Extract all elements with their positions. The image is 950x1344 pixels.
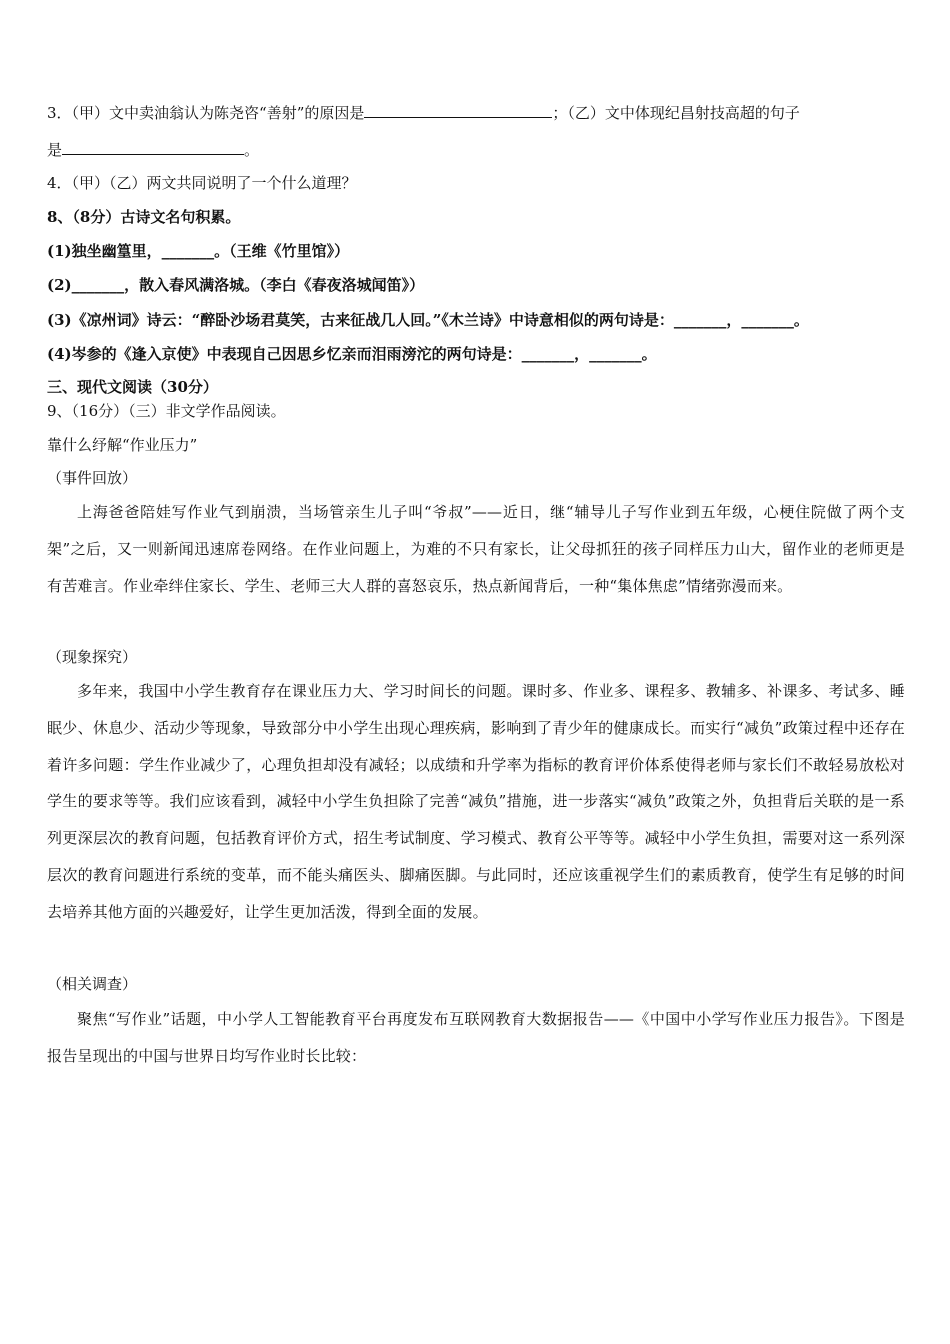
question-3-text-d: 。 [244,141,260,159]
paragraph-survey: 聚焦“写作业”话题，中小学人工智能教育平台再度发布互联网教育大数据报告——《中国中小学写作业压力报告》。下图是报告呈现出的中国与世界日均写作业时长比较： [47,1010,905,1065]
question-3-line1 [47,101,800,124]
question-8-item-2: (2)_______，散入春风满洛城。（李白《春夜洛城闻笛》） [47,276,425,294]
question-8-header: 8、（8分）古诗文名句积累。 [47,208,241,226]
question-3-text-a: 3．（甲）文中卖油翁认为陈尧咨“善射”的原因是 [47,104,365,122]
question-3-text-b: ；（乙）文中体现纪昌射技高超的句子 [552,104,800,122]
question-4: 4．（甲）（乙）两文共同说明了一个什么道理？ [47,174,357,192]
paragraph-phenomenon: 多年来，我国中小学生教育存在课业压力大、学习时间长的问题。课时多、作业多、课程多、教辅多、补课多、考试多、睡眠少、休息少、活动少等现象，导致部分中小学生出现心理疾病，影响到了青少年的健康成长。而实行“减负”政策过程中还存在着许多问题：学生作业减少了，心理负担却没有减轻；以成绩和升学率为指标的教育评价体系使得老师与家长们不敢轻易放松对学生的要求等等。我们应该看到，减轻中小学生负担除了完善“减负”措施，进一步落实“减负”政策之外，负担背后关联的是一系列更深层次的教育问题，包括教育评价方式，招生考试制度、学习模式、教育公平等等。减轻中小学生负担，需要对这一系列深层次的教育问题进行系统的变革，而不能头痛医头、脚痛医脚。与此同时，还应该重视学生们的素质教育，使学生有足够的时间去培养其他方面的兴趣爱好，让学生更加活泼，得到全面的发展。 [47,682,905,921]
section-3-heading: 三、现代文阅读（30分） [47,378,218,396]
question-9-header: 9、（16分）（三）非文学作品阅读。 [47,402,286,420]
question-3-line2 [47,138,259,161]
answer-blank-3b[interactable] [62,138,244,155]
subheading-event-review: （事件回放） [47,469,138,487]
question-3-text-c: 是 [47,141,63,159]
answer-blank-3a[interactable] [364,101,552,118]
subheading-phenomenon: （现象探究） [47,648,138,666]
article-title: 靠什么纾解“作业压力” [47,436,198,454]
subheading-survey: （相关调查） [47,975,138,993]
question-8-item-1: (1)独坐幽篁里，_______。（王维《竹里馆》） [47,242,350,260]
question-8-item-3: (3)《凉州词》诗云：“醉卧沙场君莫笑，古来征战几人回。”《木兰诗》中诗意相似的两句诗是：_______，_______。 [47,311,809,329]
paragraph-event-review: 上海爸爸陪娃写作业气到崩溃，当场管亲生儿子叫“爷叔”——近日，继“辅导儿子写作业到五年级，心梗住院做了两个支架”之后，又一则新闻迅速席卷网络。在作业问题上，为难的不只有家长，让父母抓狂的孩子同样压力山大，留作业的老师更是有苦难言。作业牵绊住家长、学生、老师三大人群的喜怒哀乐，热点新闻背后，一种“集体焦虑”情绪弥漫而来。 [47,503,905,595]
question-8-item-4: (4)岑参的《逢入京使》中表现自己因思乡忆亲而泪雨滂沱的两句诗是：_______，_______。 [47,345,657,363]
